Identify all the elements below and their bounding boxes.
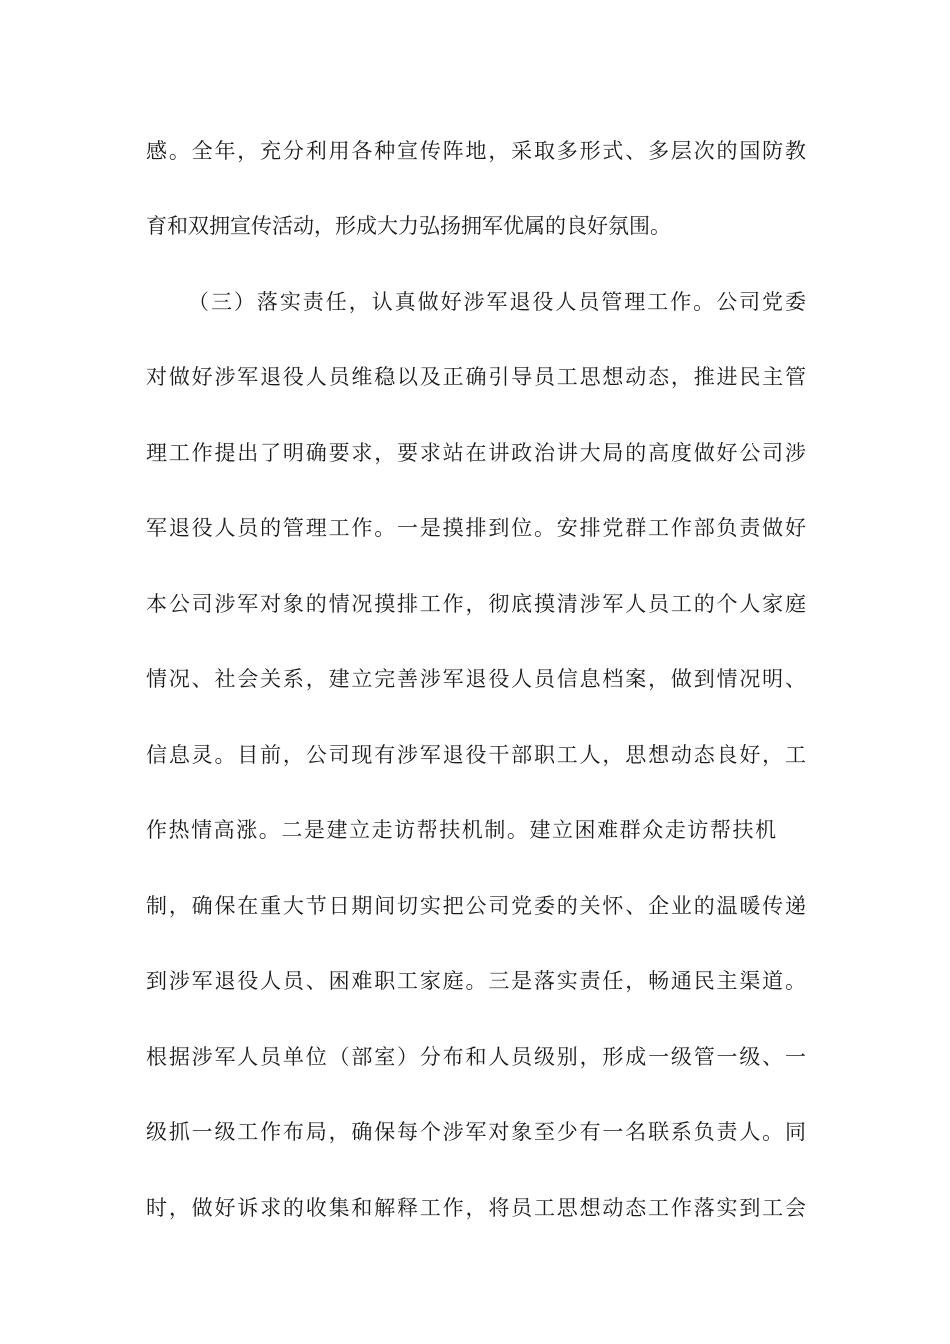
text-line-11: 制，确保在重大节日期间切实把公司党委的关怀、企业的温暖传递 [146,894,806,918]
text-line-8: 情况、社会关系，建立完善涉军退役人员信息档案，做到情况明、 [146,667,806,691]
text-line-12: 到涉军退役人员、困难职工家庭。三是落实责任，畅通民主渠道。 [146,969,806,993]
text-line-1: 感。全年，充分利用各种宣传阵地，采取多形式、多层次的国防教 [146,139,806,163]
text-line-3: （三）落实责任，认真做好涉军退役人员管理工作。公司党委 [188,290,806,314]
text-line-7: 本公司涉军对象的情况摸排工作，彻底摸清涉军人员工的个人家庭 [146,592,806,616]
text-line-2: 育和双拥宣传活动，形成大力弘扬拥军优属的良好氛围。 [146,214,671,238]
text-line-14: 级抓一级工作布局，确保每个涉军对象至少有一名联系负责人。同 [146,1120,806,1144]
text-line-13: 根据涉军人员单位（部室）分布和人员级别，形成一级管一级、一 [146,1045,806,1069]
text-line-9: 信息灵。目前，公司现有涉军退役干部职工人，思想动态良好，工 [146,743,806,767]
text-line-6: 军退役人员的管理工作。一是摸排到位。安排党群工作部负责做好 [146,516,806,540]
text-line-15: 时，做好诉求的收集和解释工作，将员工思想动态工作落实到工会 [146,1196,806,1220]
text-line-4: 对做好涉军退役人员维稳以及正确引导员工思想动态，推进民主管 [146,365,806,389]
text-line-5: 理工作提出了明确要求，要求站在讲政治讲大局的高度做好公司涉 [146,441,806,465]
text-line-10: 作热情高涨。二是建立走访帮扶机制。建立困难群众走访帮扶机 [146,818,776,842]
